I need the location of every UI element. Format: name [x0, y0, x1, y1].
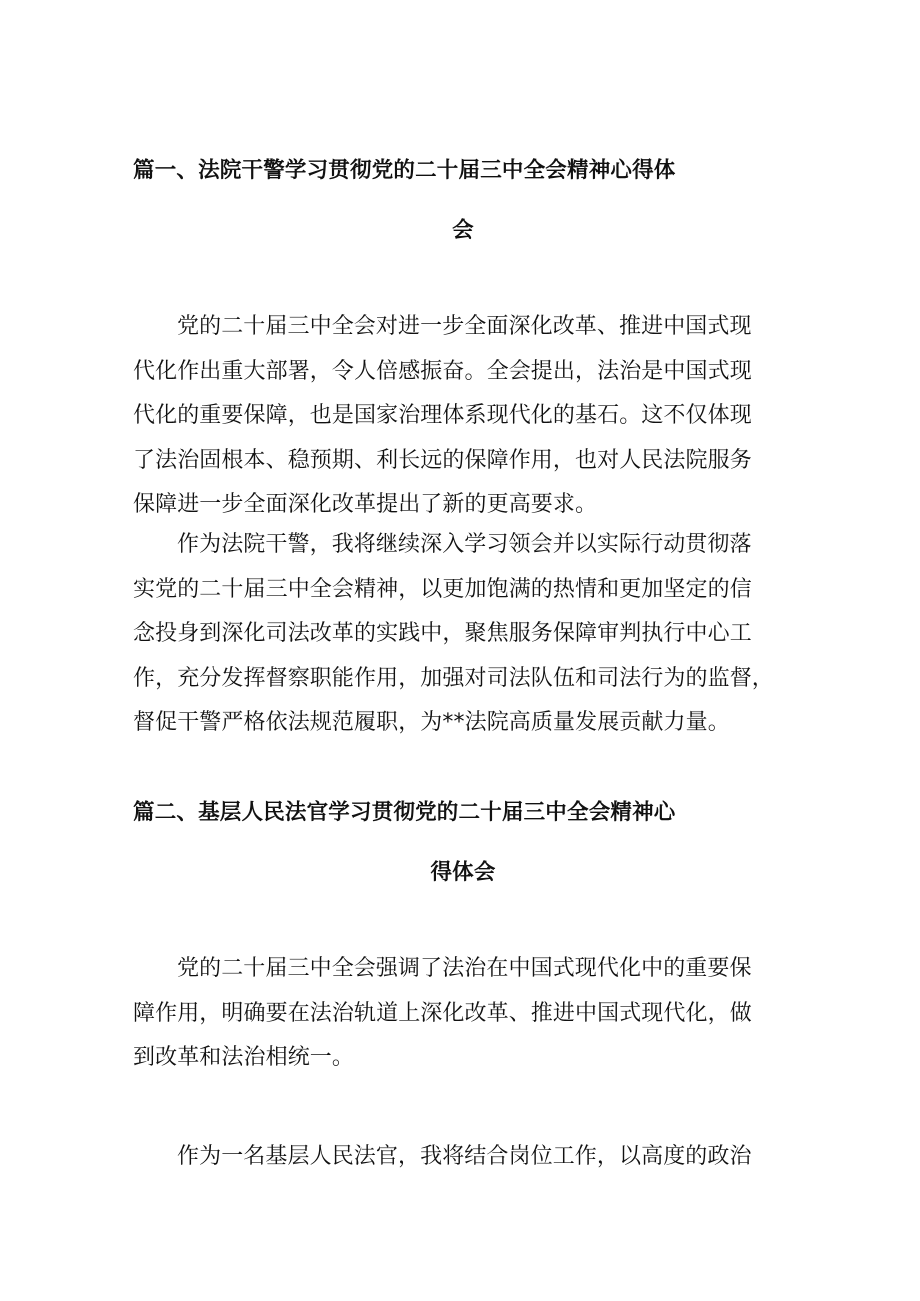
- text-line: 作为一名基层人民法官，我将结合岗位工作，以高度的政治: [177, 1144, 752, 1169]
- text-line: 代化作出重大部署，令人倍感振奋。全会提出，法治是中国式现: [133, 358, 752, 384]
- section-2-heading: [133, 783, 793, 903]
- text-line: 保障进一步全面深化改革提出了新的更高要求。: [133, 492, 598, 518]
- section-2-heading-line-2: 得体会: [430, 860, 496, 885]
- text-line: 党的二十届三中全会强调了法治在中国式现代化中的重要保: [177, 956, 752, 981]
- section-1-heading-line-1: 篇一、法院干警学习贯彻党的二十届三中全会精神心得体: [133, 158, 676, 183]
- text-line: 念投身到深化司法改革的实践中，聚焦服务保障审判执行中心工: [133, 621, 752, 647]
- section-1-heading: [133, 141, 793, 261]
- section-2-paragraph-1: [133, 947, 803, 1081]
- text-line: 作，充分发挥督察职能作用，加强对司法队伍和司法行为的监督，: [133, 665, 774, 691]
- text-line: 了法治固根本、稳预期、利长远的保障作用，也对人民法院服务: [133, 447, 752, 473]
- section-1-heading-line-2: 会: [452, 218, 474, 243]
- section-1-paragraph-1: [133, 305, 803, 528]
- text-line: 作为法院干警，我将继续深入学习领会并以实际行动贯彻落: [177, 532, 752, 557]
- section-2-paragraph-2: [133, 1135, 803, 1180]
- text-line: 督促干警严格依法规范履职，为**法院高质量发展贡献力量。: [133, 710, 730, 736]
- section-2-heading-line-1: 篇二、基层人民法官学习贯彻党的二十届三中全会精神心: [133, 800, 676, 825]
- text-line: 到改革和法治相统一。: [133, 1045, 355, 1071]
- section-1-paragraph-2: [133, 523, 803, 746]
- text-line: 障作用，明确要在法治轨道上深化改革、推进中国式现代化，做: [133, 1000, 752, 1026]
- text-line: 党的二十届三中全会对进一步全面深化改革、推进中国式现: [177, 314, 752, 339]
- text-line: 代化的重要保障，也是国家治理体系现代化的基石。这不仅体现: [133, 403, 752, 429]
- text-line: 实党的二十届三中全会精神，以更加饱满的热情和更加坚定的信: [133, 576, 752, 602]
